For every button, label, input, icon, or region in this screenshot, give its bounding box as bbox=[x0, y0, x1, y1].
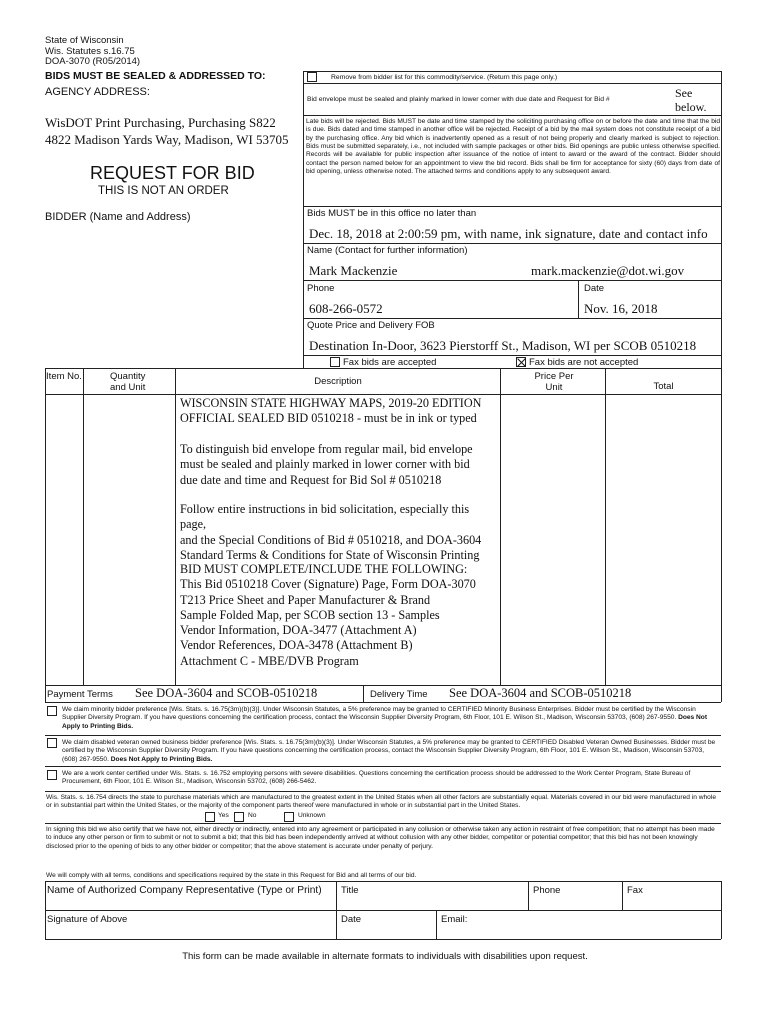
veteran-preference-text: We claim disabled veteran owned business bidder preference [Wis. Stats. s. 16.75(3m)(b)(3)]. Under Wisconsin Statutes, a 5% preference may be granted to CERTIFIED Disabled Veteran Owned Businesses. Bidder must be certified by the Wisconsin Supplier Diversity Program. If you have questions concerning the certification process, contact the Wisconsin Supplier Diversity Program, 6th Floor, 101 E. Wilson St., Madison, Wisconsin 53703, (608) 267-9550. Does Not Apply to Printing Bids. bbox=[62, 739, 716, 763]
remove-from-list-label: Remove from bidder list for this commodity/service. (Return this page only.) bbox=[331, 74, 558, 81]
date-value: Nov. 16, 2018 bbox=[584, 301, 658, 316]
page-title: REQUEST FOR BID bbox=[90, 163, 255, 183]
state-name: State of Wisconsin bbox=[45, 35, 124, 46]
form-number: DOA-3070 (R05/2014) bbox=[45, 56, 141, 67]
fob-label: Quote Price and Delivery FOB bbox=[307, 320, 435, 331]
veteran-preference-checkbox[interactable] bbox=[47, 738, 57, 748]
remove-from-list-checkbox[interactable] bbox=[307, 72, 317, 82]
fax-not-accepted-label: Fax bids are not accepted bbox=[529, 357, 639, 368]
accessibility-footer: This form can be made available in alternate formats to individuals with disabilities upon request. bbox=[182, 951, 588, 962]
payment-terms-value: See DOA-3604 and SCOB-0510218 bbox=[135, 686, 318, 700]
minority-preference-checkbox[interactable] bbox=[47, 706, 57, 716]
delivery-time-label: Delivery Time bbox=[370, 689, 428, 700]
phone-label: Phone bbox=[307, 283, 335, 294]
fax-not-accepted-checkbox[interactable] bbox=[516, 357, 526, 367]
statute-reference: Wis. Statutes s.16.75 bbox=[45, 45, 135, 57]
desc-paragraph-4: BID MUST COMPLETE/INCLUDE THE FOLLOWING: This Bid 0510218 Cover (Signature) Page, Form DOA-3070 T213 Price Sheet and Paper Manufacturer & Brand Sample Folded Map, per SCOB section 13 - Samples Vendor Information, DOA-3477 (Attachment A) Vendor References, DOA-3478 (Attachment B) Attachment C - MBE/DVB Program bbox=[180, 562, 476, 668]
fob-value: Destination In-Door, 3623 Pierstorff St., Madison, WI per SCOB 0510218 bbox=[309, 338, 697, 353]
us-made-yes-label: Yes bbox=[218, 812, 229, 819]
email-label: Email: bbox=[441, 914, 468, 925]
late-bids-text: Late bids will be rejected. Bids MUST be date and time stamped by the soliciting purchasing office on or before the date and time that the bid is due. Bids dated and time stamped in another office will be rejected. Receipt of a bid by the mail system does not constitute receipt of a bid by the purchasing office. Any bid which is inadvertently opened as a result of not being properly and clearly marked is subject to rejection. Bids must be submitted separately, i.e., not included with sample packages or other bids. Bid openings are public unless otherwise specified. Records will be available for public inspection after issuance of the notice of intent to award or the award of the contract. Bidder should contact the person named below for an appointment to view the bid record. Bids shall be firm for acceptance for sixty (60) days from date of bid opening, unless otherwise noted. The attached terms and conditions apply to any subsequent award. bbox=[306, 118, 720, 176]
fax-accepted-label: Fax bids are accepted bbox=[343, 357, 437, 368]
rep-name-label: Name of Authorized Company Representative (Type or Print) bbox=[47, 885, 322, 896]
sig-phone-label: Phone bbox=[533, 885, 561, 896]
sealed-heading: BIDS MUST BE SEALED & ADDRESSED TO: bbox=[45, 70, 266, 82]
delivery-time-value: See DOA-3604 and SCOB-0510218 bbox=[449, 686, 632, 700]
title-label: Title bbox=[341, 885, 359, 896]
work-center-checkbox[interactable] bbox=[47, 770, 57, 780]
agency-name: WisDOT Print Purchasing, Purchasing S822 bbox=[45, 115, 276, 130]
signature-label: Signature of Above bbox=[47, 914, 128, 925]
col-qty-header: Quantity and Unit bbox=[110, 371, 146, 393]
fax-accepted-checkbox[interactable] bbox=[330, 357, 340, 367]
col-desc-header: Description bbox=[314, 376, 362, 387]
us-made-no-checkbox[interactable] bbox=[234, 812, 244, 822]
us-made-text: Wis. Stats. s. 16.754 directs the state to purchase materials which are manufactured to the greatest extent in the United States when all other factors are substantially equal. Materials covered in our bid were manufactured in whole or in substantial part within the United States, or the majority of the component parts thereof were manufactured in whole or in substantial part in the United States. bbox=[46, 794, 716, 810]
certification-text: In signing this bid we also certify that we have not, either directly or indirectly, entered into any agreement or participated in any collusion or otherwise taken any action in restraint of free competition; that no attempt has been made to induce any other person or firm to submit or not to submit a bid; that this bid has been independently arrived at without collusion with any other bidder, competitor or potential competitor; that this bid has not been knowingly disclosed prior to the opening of bids to any other bidder or competitor; that the above statement is accurate under penalty of perjury. bbox=[46, 826, 715, 850]
bidder-label: BIDDER (Name and Address) bbox=[45, 211, 191, 223]
minority-preference-text: We claim minority bidder preference [Wis. Stats. s. 16.75(3m)(b)(3)]. Under Wisconsin Statutes, a 5% preference may be granted to CERTIFIED Minority Business Enterprises. Bidder must be certified by the Wisconsin Supplier Diversity Program. If you have questions concerning the certification process, contact the Wisconsin Supplier Diversity Program, 6th Floor, 101 E. Wilson St., Madison, Wisconsin 53703, (608) 267-9550. Does Not Apply to Printing Bids. bbox=[62, 706, 708, 730]
date-label: Date bbox=[584, 283, 605, 294]
phone-value: 608-266-0572 bbox=[309, 301, 383, 316]
sig-fax-label: Fax bbox=[627, 885, 643, 896]
col-price-header: Price Per Unit bbox=[534, 371, 574, 393]
work-center-text: We are a work center certified under Wis. Stats. s. 16.752 employing persons with severe disabilities. Questions concerning the certification process should be addressed to the Work Center Program, State Bureau of Procurement, 6th Floor, 101 E. Wilson St., Madison, Wisconsin 53702, (608) 266-5462. bbox=[62, 770, 691, 786]
us-made-no-label: No bbox=[248, 812, 257, 819]
us-made-yes-checkbox[interactable] bbox=[205, 812, 215, 822]
deadline-label: Bids MUST be in this office no later than bbox=[307, 208, 477, 219]
desc-paragraph-1: WISCONSIN STATE HIGHWAY MAPS, 2019-20 EDITION OFFICIAL SEALED BID 0510218 - must be in ink or typed bbox=[180, 396, 482, 426]
col-total-header: Total bbox=[653, 381, 674, 392]
deadline-value: Dec. 18, 2018 at 2:00:59 pm, with name, ink signature, date and contact info bbox=[309, 226, 708, 241]
us-made-unknown-label: Unknown bbox=[298, 812, 326, 819]
contact-email: mark.mackenzie@dot.wi.gov bbox=[531, 263, 685, 278]
comply-text: We will comply with all terms, conditions and specifications required by the state in this Request for Bid and all terms of our bid. bbox=[46, 872, 417, 879]
col-item-header: Item No. bbox=[46, 371, 82, 382]
us-made-unknown-checkbox[interactable] bbox=[284, 812, 294, 822]
desc-paragraph-3: Follow entire instructions in bid solicitation, especially this page, and the Special Conditions of Bid # 0510218, and DOA-3604 Standard Terms & Conditions for State of Wisconsin Printing bbox=[180, 502, 482, 562]
desc-paragraph-2: To distinguish bid envelope from regular mail, bid envelope must be sealed and plainly marked in lower corner with bid due date and time and Request for Bid Sol # 0510218 bbox=[180, 442, 473, 487]
page-subtitle: THIS IS NOT AN ORDER bbox=[98, 185, 229, 197]
contact-name: Mark Mackenzie bbox=[309, 263, 398, 278]
form-header bbox=[45, 36, 140, 68]
see-below-note: See below. bbox=[675, 86, 707, 114]
sig-date-label: Date bbox=[341, 914, 362, 925]
contact-label: Name (Contact for further information) bbox=[307, 245, 468, 256]
payment-terms-label: Payment Terms bbox=[47, 689, 113, 700]
agency-address: 4822 Madison Yards Way, Madison, WI 53705 bbox=[45, 132, 289, 147]
envelope-instruction: Bid envelope must be sealed and plainly marked in lower corner with due date and Request for Bid # bbox=[307, 96, 610, 103]
agency-label: AGENCY ADDRESS: bbox=[45, 86, 150, 98]
